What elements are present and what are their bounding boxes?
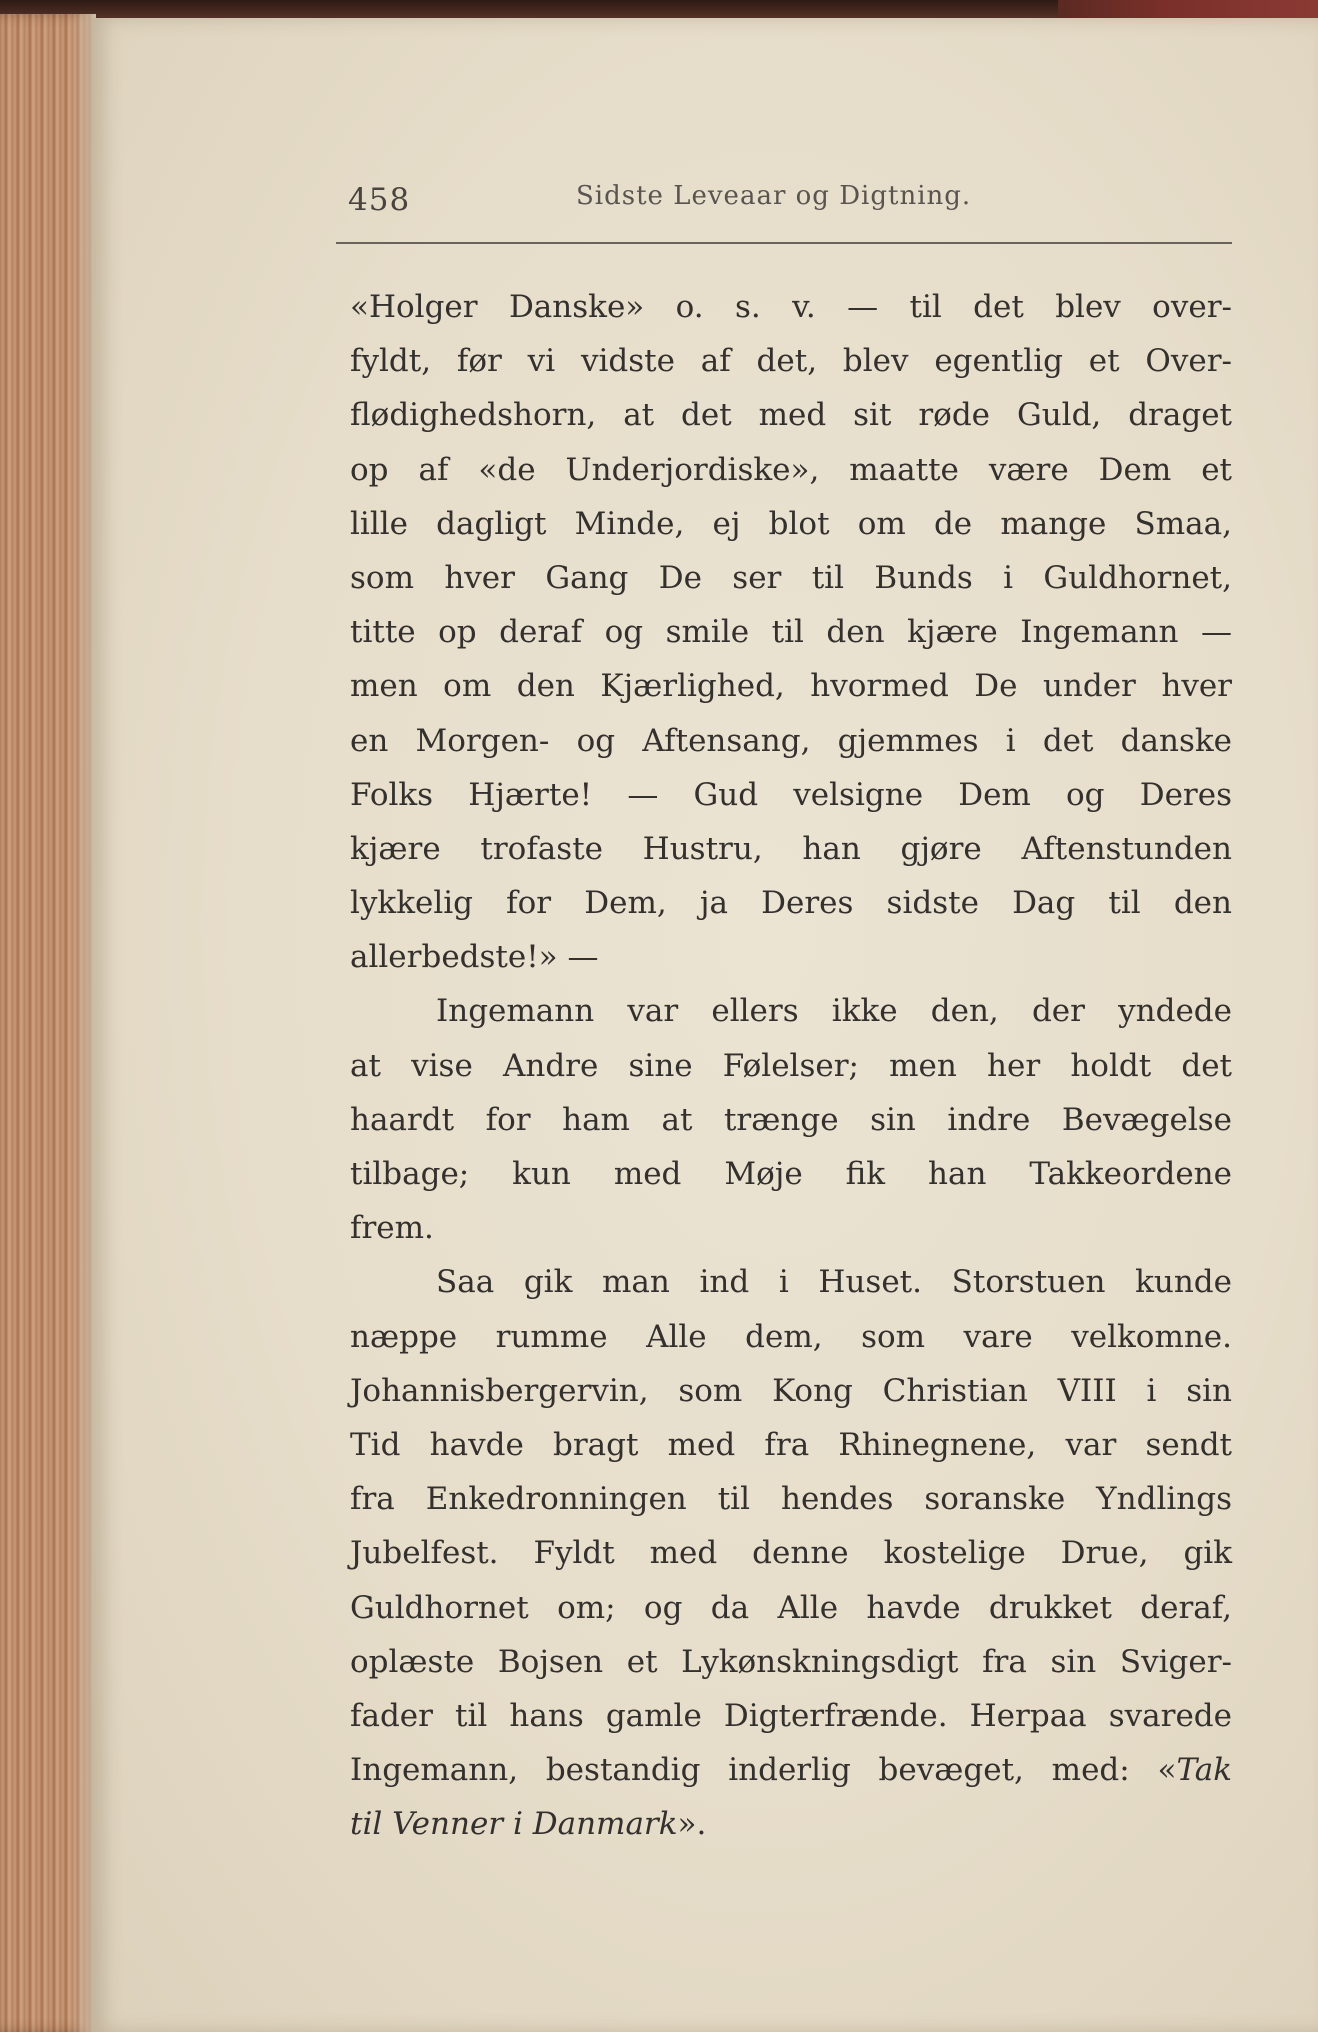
text-line: at vise Andre sine Følelser; men her holdt det — [350, 1047, 1232, 1084]
text-line: Guldhornet om; og da Alle havde drukket deraf, — [350, 1589, 1232, 1626]
text-line: fyldt, før vi vidste af det, blev egentlig et Over- — [350, 343, 1232, 380]
text-line: Johannisbergervin, som Kong Christian VIII i sin — [350, 1372, 1232, 1409]
text-line: op af «de Underjordiske», maatte være Dem et — [350, 451, 1232, 488]
text-line: Tid havde bragt med fra Rhinegnene, var sendt — [350, 1426, 1232, 1463]
text-line: lykkelig for Dem, ja Deres sidste Dag til den — [350, 885, 1232, 922]
italic-title: Tak — [1176, 1752, 1232, 1789]
text-line: fader til hans gamle Digterfrænde. Herpaa svarede — [350, 1697, 1232, 1734]
text-line — [350, 1743, 1232, 1797]
text-line: men om den Kjærlighed, hvormed De under hver — [350, 668, 1232, 705]
text-line: «Holger Danske» o. s. v. — til det blev over- — [350, 289, 1232, 325]
text-line: kjære trofaste Hustru, han gjøre Aftenstunden — [350, 830, 1232, 867]
text-line: allerbedste!» — — [350, 939, 599, 976]
text-line: Folks Hjærte! — Gud velsigne Dem og Deres — [350, 776, 1232, 813]
text-line: flødighedshorn, at det med sit røde Guld, draget — [350, 397, 1232, 434]
text-span: ». — [677, 1806, 707, 1843]
text-line: frem. — [350, 1210, 434, 1247]
text-line: tilbage; kun med Møje fik han Takkeordene — [350, 1156, 1232, 1192]
text-span: Ingemann, bestandig inderlig bevæget, med: « — [350, 1752, 1177, 1789]
text-line: haardt for ham at trænge sin indre Bevægelse — [350, 1101, 1232, 1138]
paragraph-start: Ingemann var ellers ikke den, der yndede — [436, 993, 1232, 1030]
text-line: fra Enkedronningen til hendes soranske Yndlings — [350, 1481, 1232, 1518]
running-title: Sidste Leveaar og Digtning. — [576, 181, 972, 211]
text-line: lille dagligt Minde, ej blot om de mange Smaa, — [350, 505, 1232, 542]
book-cover-edge — [1058, 0, 1318, 18]
body-text — [350, 280, 1232, 1851]
italic-title: til Venner i Danmark — [350, 1806, 678, 1843]
book-page-edges — [0, 14, 96, 2032]
text-line: titte op deraf og smile til den kjære Ingemann — — [350, 614, 1232, 651]
text-line: oplæste Bojsen et Lykønskningsdigt fra sin Sviger- — [350, 1643, 1232, 1680]
page-number: 458 — [348, 182, 411, 218]
text-line: en Morgen- og Aftensang, gjemmes i det danske — [350, 722, 1232, 759]
paragraph-start: Saa gik man ind i Huset. Storstuen kunde — [436, 1264, 1232, 1301]
text-line: Jubelfest. Fyldt med denne kostelige Drue, gik — [350, 1535, 1232, 1572]
text-line: som hver Gang De ser til Bunds i Guldhornet, — [350, 559, 1232, 596]
header-rule — [336, 242, 1232, 244]
text-line — [350, 1797, 1232, 1851]
text-line: næppe rumme Alle dem, som vare velkomne. — [350, 1318, 1232, 1355]
